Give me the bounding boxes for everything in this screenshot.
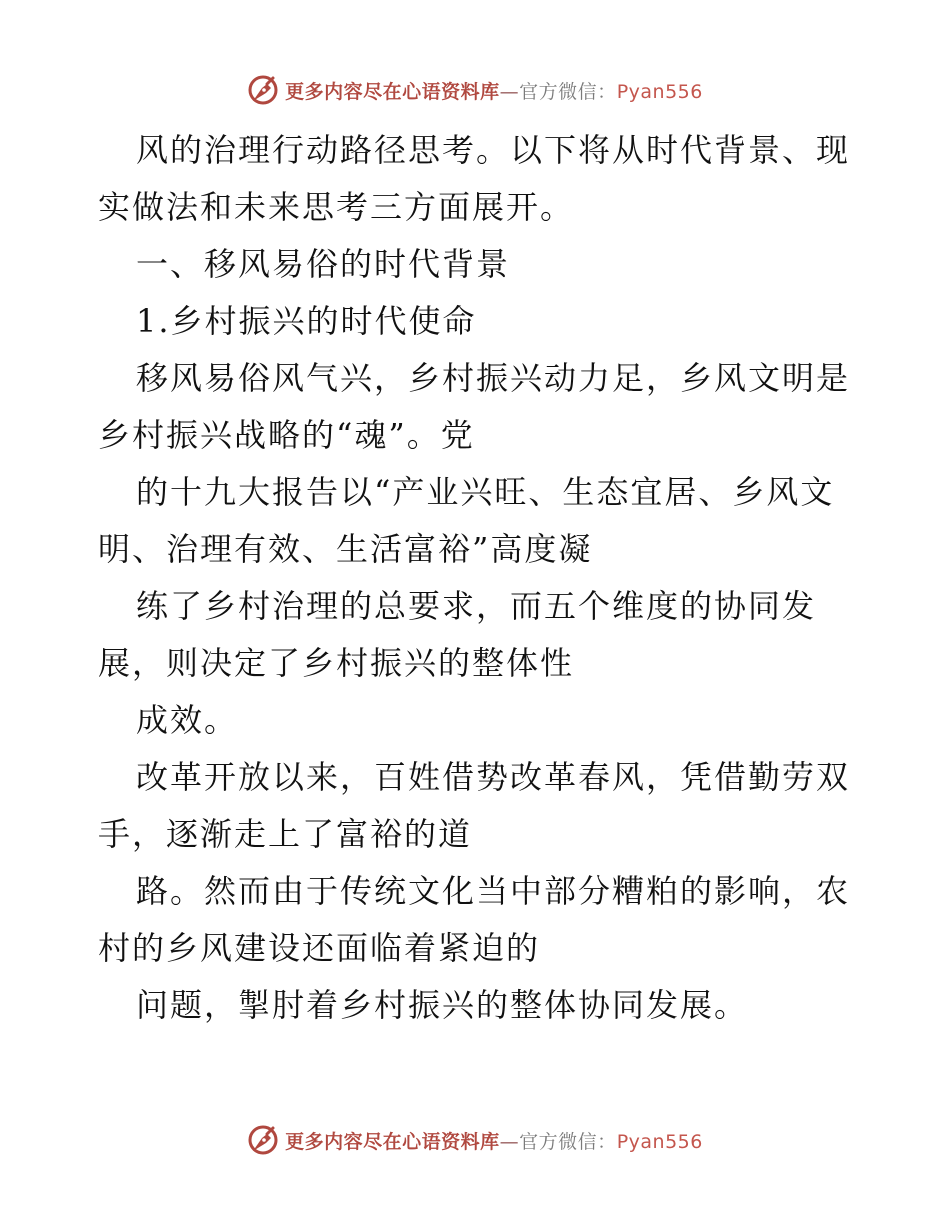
paragraph-line: 的十九大报告以“产业兴旺、生态宜居、乡风文 bbox=[136, 473, 835, 511]
paragraph-line: 实做法和未来思考三方面展开。 bbox=[98, 188, 575, 226]
banner-official-label: 官方微信： bbox=[519, 80, 617, 103]
banner-text bbox=[285, 77, 703, 104]
paragraph-line: 乡村振兴战略的“魂”。党 bbox=[98, 416, 475, 454]
pen-nib-logo-icon bbox=[247, 74, 279, 106]
paragraph-line: 路。然而由于传统文化当中部分糟粕的影响，农 bbox=[136, 872, 851, 910]
paragraph-line: 练了乡村治理的总要求，而五个维度的协同发 bbox=[136, 587, 817, 625]
paragraph-line: 1.乡村振兴的时代使命 bbox=[136, 302, 477, 340]
paragraph-line: 展，则决定了乡村振兴的整体性 bbox=[98, 644, 575, 682]
paragraph-line: 一、移风易俗的时代背景 bbox=[136, 245, 511, 283]
paragraph-line: 明、治理有效、生活富裕”高度凝 bbox=[98, 530, 593, 568]
banner-wechat-id: Pyan556 bbox=[616, 1130, 703, 1153]
header-banner bbox=[0, 72, 950, 108]
paragraph-line: 村的乡风建设还面临着紧迫的 bbox=[98, 929, 541, 967]
banner-lead-text: 更多内容尽在心语资料库 bbox=[285, 80, 500, 103]
banner-dash: — bbox=[499, 1130, 520, 1153]
banner-text bbox=[285, 1127, 703, 1154]
document-body bbox=[98, 122, 858, 1034]
banner-official-label: 官方微信： bbox=[519, 1130, 617, 1153]
paragraph-line: 风的治理行动路径思考。以下将从时代背景、现 bbox=[136, 131, 851, 169]
pen-nib-logo-icon bbox=[247, 1124, 279, 1156]
banner-lead-text: 更多内容尽在心语资料库 bbox=[285, 1130, 500, 1153]
paragraph-line: 问题，掣肘着乡村振兴的整体协同发展。 bbox=[136, 986, 749, 1024]
paragraph-line: 手，逐渐走上了富裕的道 bbox=[98, 815, 473, 853]
paragraph-line: 成效。 bbox=[136, 701, 239, 739]
paragraph-line: 改革开放以来，百姓借势改革春风，凭借勤劳双 bbox=[136, 758, 851, 796]
paragraph-line: 移风易俗风气兴，乡村振兴动力足，乡风文明是 bbox=[136, 359, 851, 397]
footer-banner bbox=[0, 1122, 950, 1158]
banner-wechat-id: Pyan556 bbox=[616, 80, 703, 103]
banner-dash: — bbox=[499, 80, 520, 103]
